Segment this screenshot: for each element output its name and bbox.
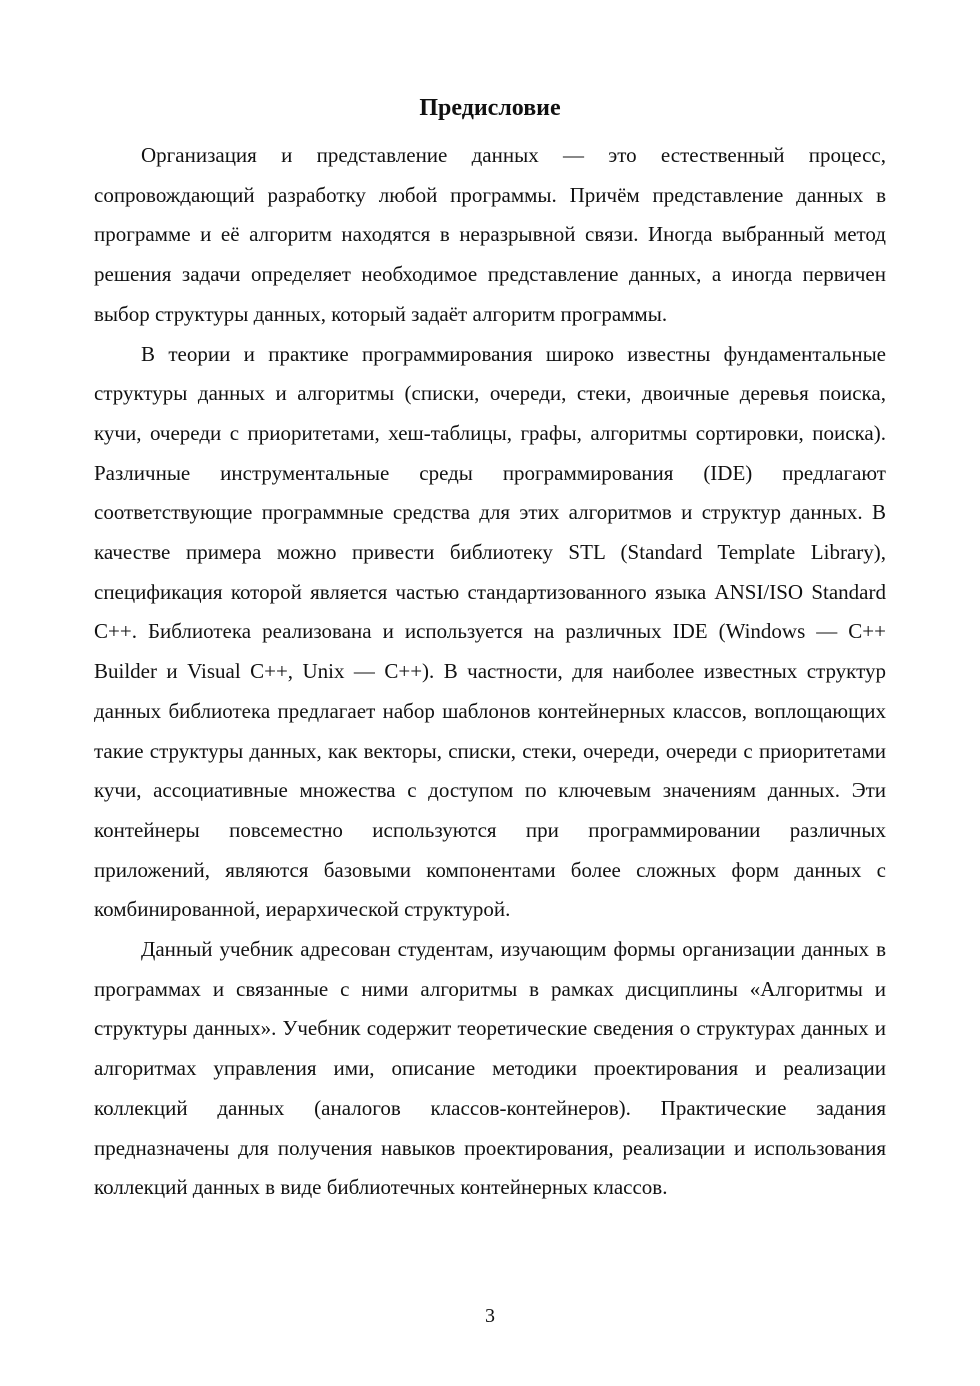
page-title: Предисловие [419, 95, 561, 121]
page-number: 3 [485, 1305, 495, 1327]
paragraph-1: Организация и представление данных — это естественный процесс, сопровождающий разработку любой программы. Причём представление данных в программе и её алгоритм находятся в неразрывной связи. Иногда выбранный метод решения задачи определяет необходимое представление данных, а иногда первичен выбор структуры данных, который задаёт алгоритм программы. [94, 143, 886, 326]
paragraph-2: В теории и практике программирования широко известны фундаментальные структуры данных и алгоритмы (списки, очереди, стеки, двоичные деревья поиска, кучи, очереди с приоритетами, хеш-таблицы, графы, алгоритмы сортировки, поиска). Различные инструментальные среды программирования (IDE) предлагают соответствующие программные средства для этих алгоритмов и структур данных. В качестве примера можно привести библиотеку STL (Standard Template Library), спецификация которой является частью стандартизованного языка ANSI/ISO Standard C++. Библиотека реализована и используется на различных IDE (Windows — C++ Builder и Visual C++, Unix — C++). В частности, для наиболее известных структур данных библиотека предлагает набор шаблонов контейнерных классов, воплощающих такие структуры данных, как векторы, списки, стеки, очереди, очереди с приоритетами кучи, ассоциативные множества с доступом по ключевым значениям данных. Эти контейнеры повсеместно используются при программировании различных приложений, являются базовыми компонентами более сложных форм данных с комбинированной, иерархической структурой. [94, 341, 886, 922]
paragraph-3: Данный учебник адресован студентам, изучающим формы организации данных в программах и связанные с ними алгоритмы в рамках дисциплины «Алгоритмы и структуры данных». Учебник содержит теоретические сведения о структурах данных и алгоритмах управления ими, описание методики проектирования и реализации коллекций данных (аналогов классов-контейнеров). Практические задания предназначены для получения навыков проектирования, реализации и использования коллекций данных в виде библиотечных контейнерных классов. [94, 937, 886, 1200]
page-content [94, 88, 886, 1208]
